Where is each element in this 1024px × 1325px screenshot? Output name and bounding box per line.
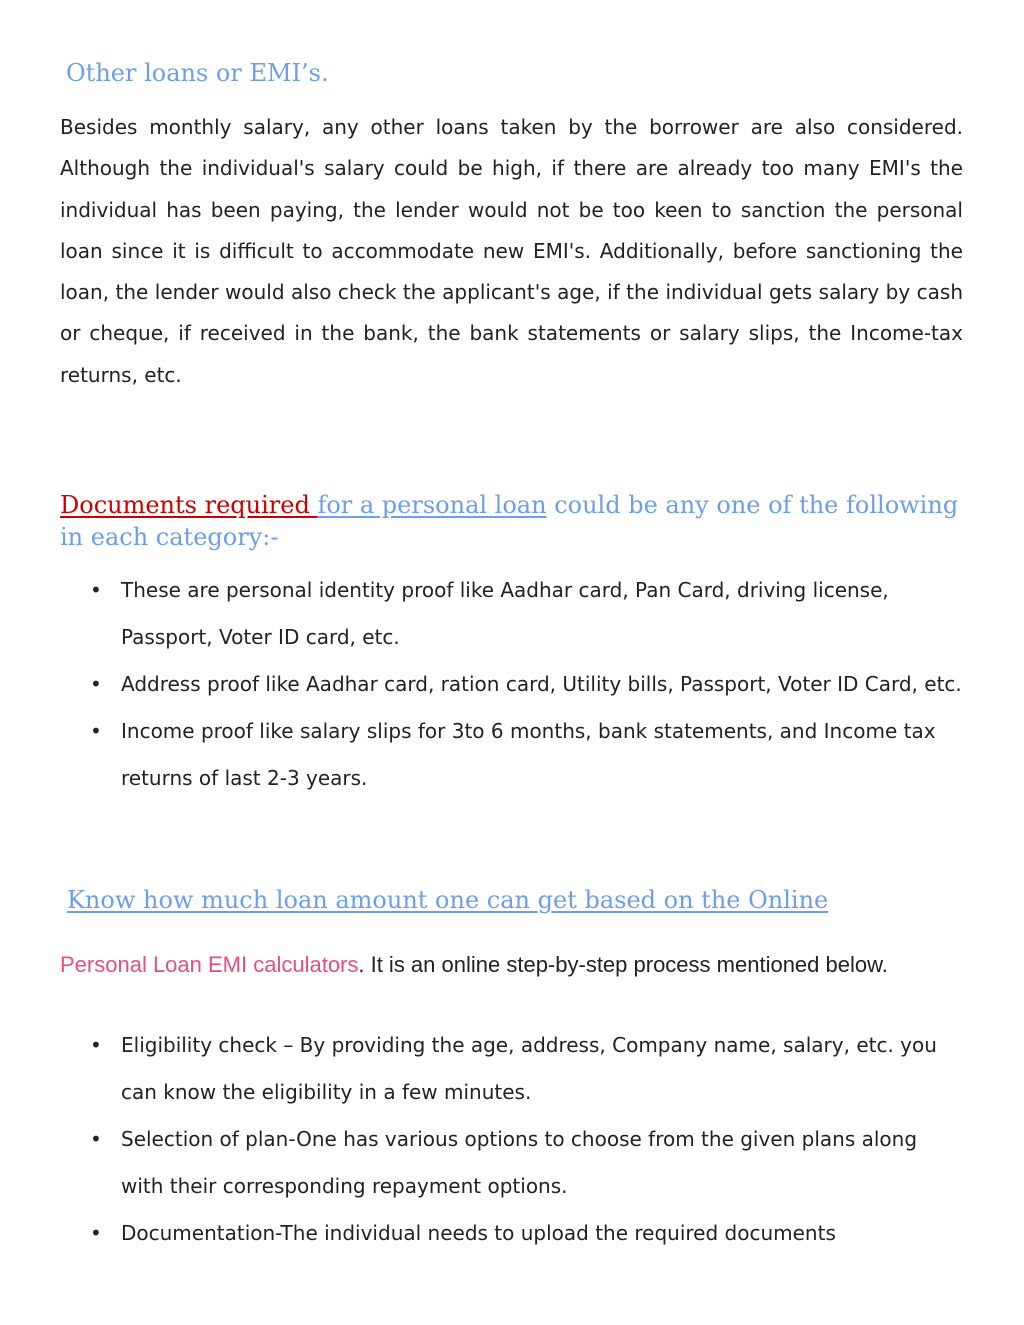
- paragraph-other-loans: Besides monthly salary, any other loans taken by the borrower are also considered. Although the individual's salary could be high, if there are already too many EMI's the individual has been paying, the lender would not be too keen to sanction the personal loan since it is difficult to accommodate new EMI's. Additionally, before sanctioning the loan, the lender would also check the applicant's age, if the individual gets salary by cash or cheque, if received in the bank, the bank statements or salary slips, the Income-tax returns, etc.: [60, 115, 963, 387]
- list-item-text: Selection of plan-One has various options to choose from the given plans along with their corresponding repayment options.: [121, 1127, 918, 1198]
- emi-calculators-link[interactable]: Personal Loan EMI calculators: [60, 952, 359, 977]
- list-item: [60, 1116, 963, 1210]
- paragraph-emi-rest: . It is an online step-by-step process mentioned below.: [358, 952, 888, 977]
- list-item: [60, 1022, 963, 1116]
- heading-documents-required: [60, 489, 963, 553]
- list-item: [60, 661, 963, 708]
- documents-required-link[interactable]: Documents required: [60, 491, 318, 519]
- heading-documents-rest: could be any one of the following in each category:-: [60, 491, 959, 551]
- bullet-icon: •: [90, 719, 102, 743]
- bullet-icon: •: [90, 1127, 102, 1151]
- list-item-text: Documentation-The individual needs to upload the required documents: [121, 1221, 836, 1245]
- bullet-icon: •: [90, 578, 102, 602]
- know-loan-amount-link[interactable]: Know how much loan amount one can get based on the Online: [67, 886, 829, 914]
- list-item: [60, 708, 963, 802]
- heading-know-loan-amount: [67, 886, 828, 914]
- heading-other-loans: Other loans or EMI’s.: [66, 59, 329, 87]
- bullet-icon: •: [90, 1033, 102, 1057]
- documents-list: [60, 567, 963, 802]
- personal-loan-link[interactable]: for a personal loan: [317, 491, 547, 519]
- list-item-text: Income proof like salary slips for 3to 6 months, bank statements, and Income tax returns of last 2-3 years.: [121, 719, 936, 790]
- paragraph-emi-calculators: [60, 950, 963, 980]
- bullet-icon: •: [90, 1221, 102, 1245]
- list-item-text: Eligibility check – By providing the age, address, Company name, salary, etc. you can know the eligibility in a few minutes.: [121, 1033, 937, 1104]
- list-item: [60, 567, 963, 661]
- list-item-text: These are personal identity proof like Aadhar card, Pan Card, driving license, Passport, Voter ID card, etc.: [121, 578, 889, 649]
- list-item: [60, 1210, 963, 1257]
- list-item-text: Address proof like Aadhar card, ration card, Utility bills, Passport, Voter ID Card, etc.: [121, 672, 962, 696]
- steps-list: [60, 1022, 963, 1257]
- bullet-icon: •: [90, 672, 102, 696]
